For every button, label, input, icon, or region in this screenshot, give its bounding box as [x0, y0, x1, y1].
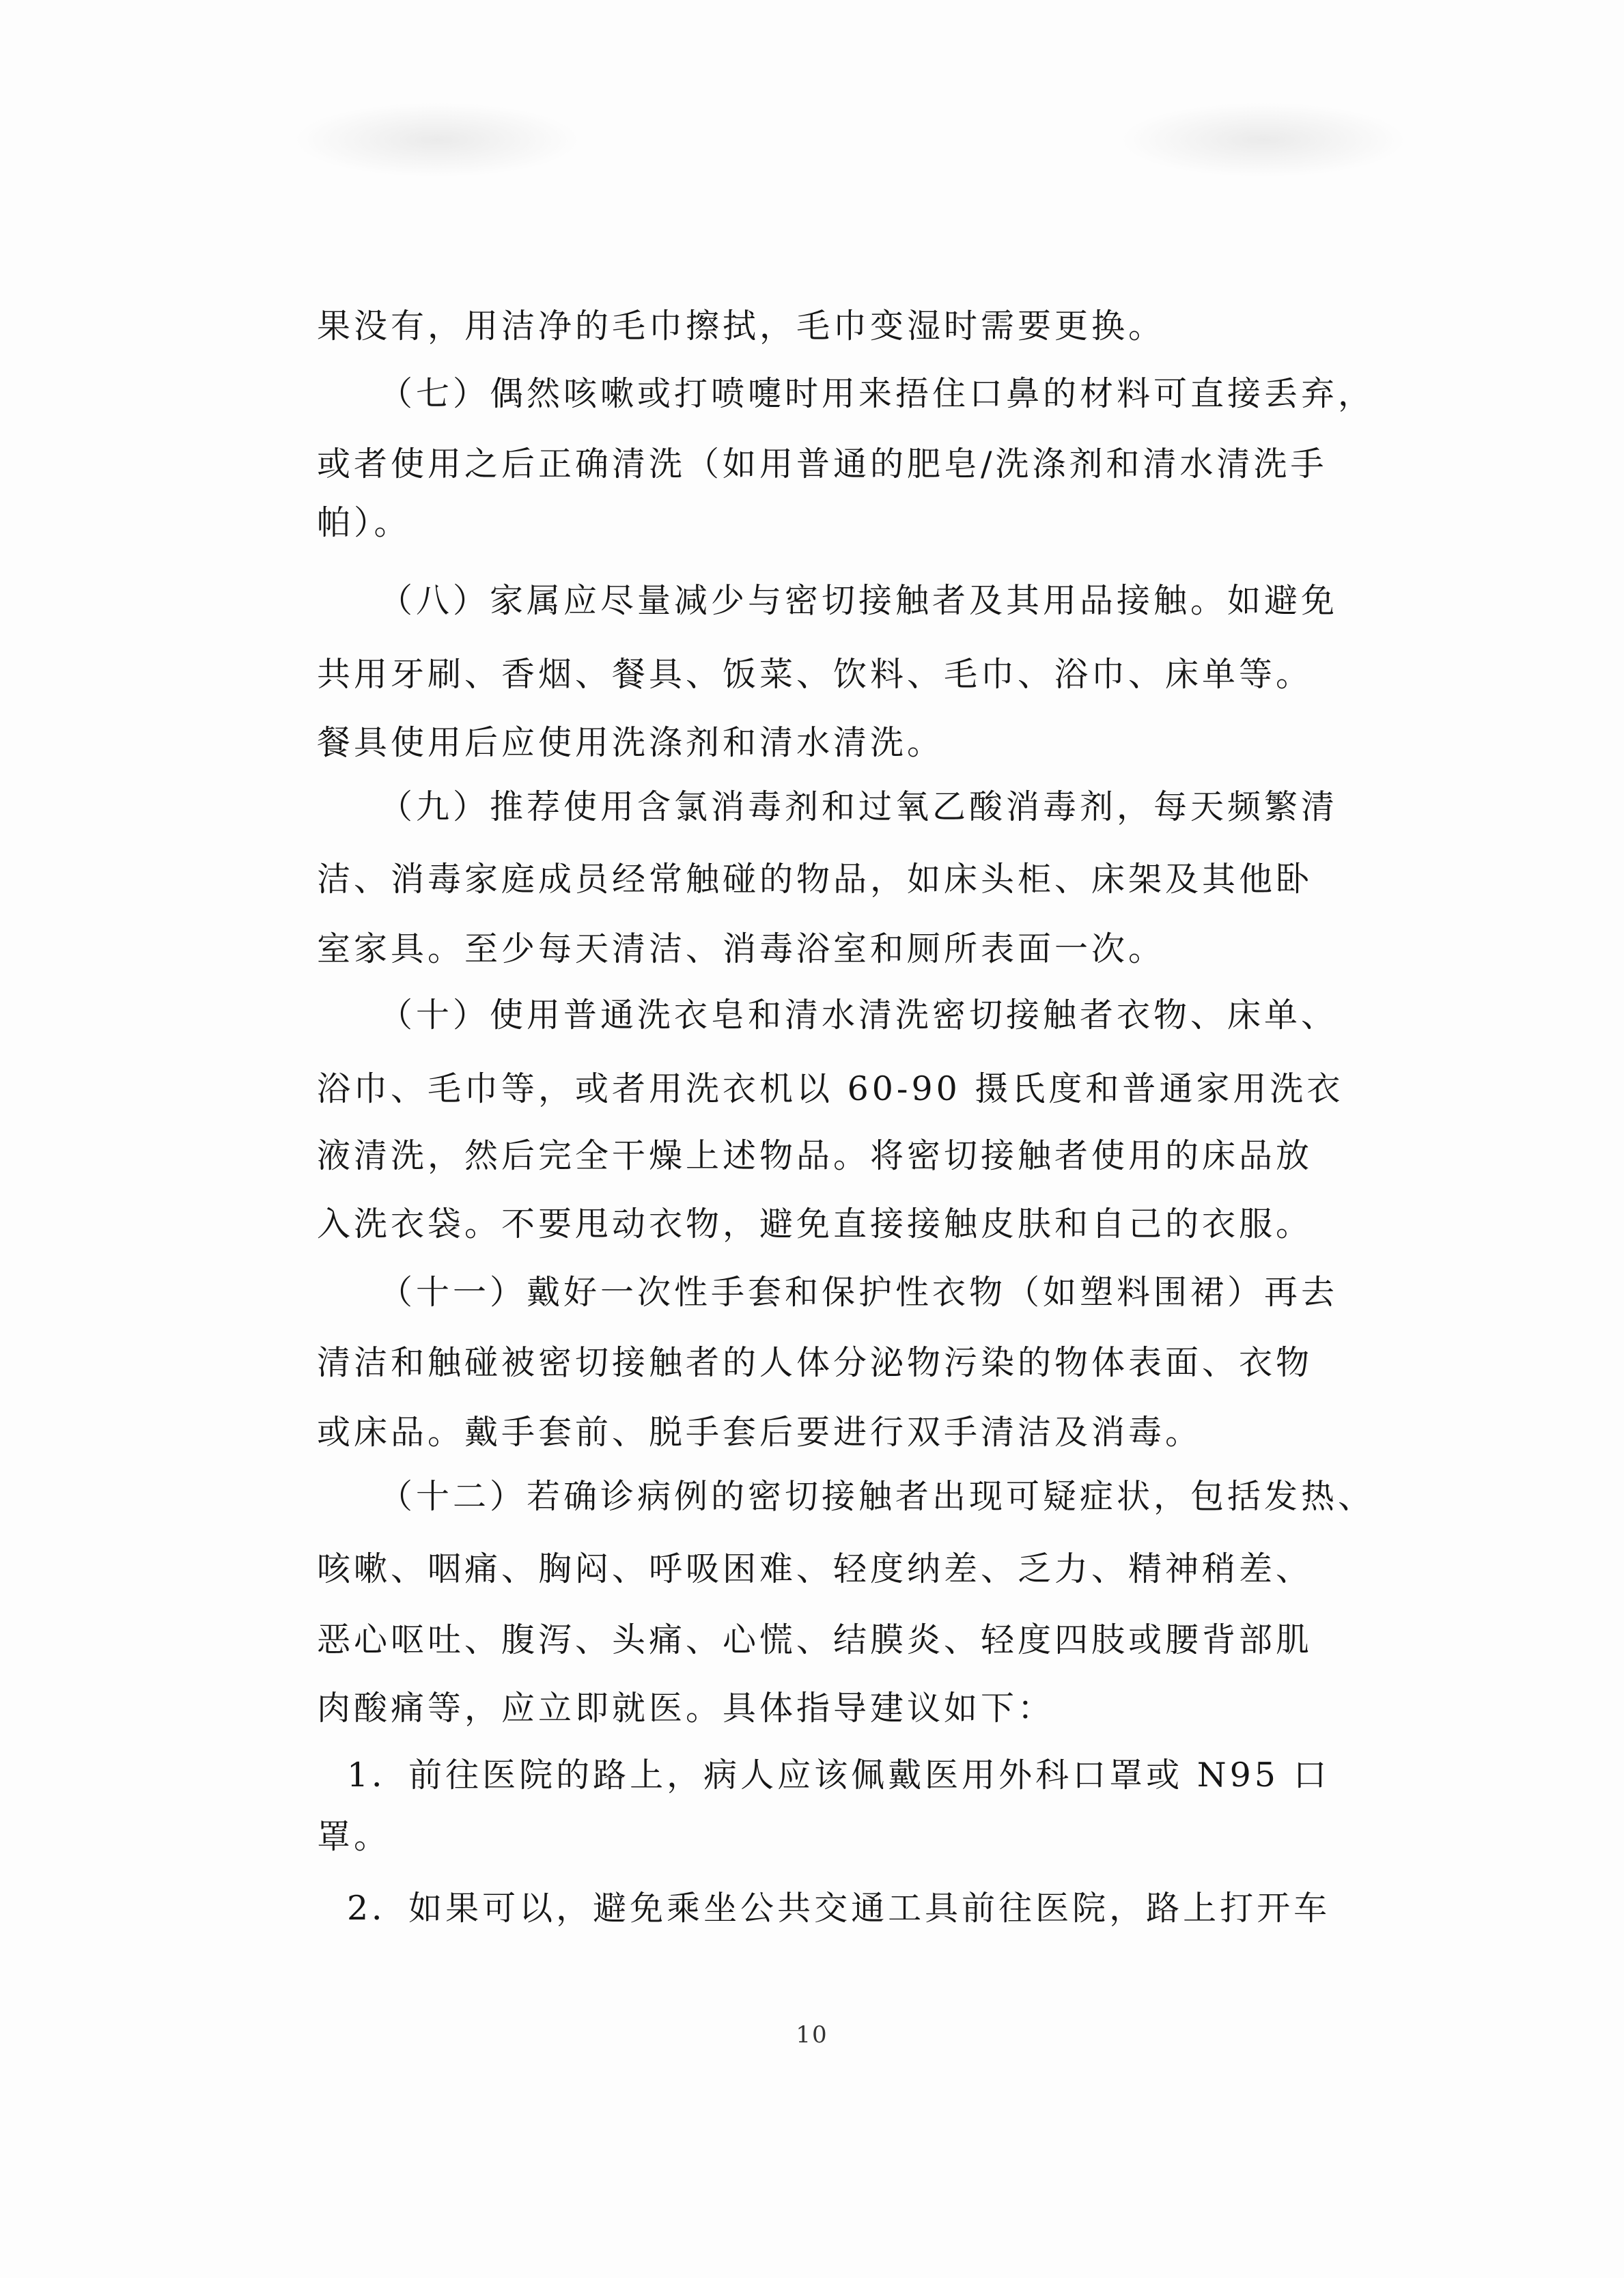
- paragraph-11-line-1: （十一）戴好一次性手套和保护性衣物（如塑料围裙）再去: [379, 1273, 1339, 1312]
- paragraph-12-line-3: 恶心呕吐、腹泻、头痛、心慌、结膜炎、轻度四肢或腰背部肌: [317, 1620, 1313, 1659]
- paragraph-12-line-2: 咳嗽、咽痛、胸闷、呼吸困难、轻度纳差、乏力、精神稍差、: [317, 1549, 1313, 1588]
- paragraph-10-line-3: 液清洗，然后完全干燥上述物品。将密切接触者使用的床品放: [317, 1136, 1313, 1175]
- paragraph-10-line-4: 入洗衣袋。不要甩动衣物，避免直接接触皮肤和自己的衣服。: [317, 1205, 1313, 1243]
- paragraph-9-line-2: 洁、消毒家庭成员经常触碰的物品，如床头柜、床架及其他卧: [317, 860, 1313, 899]
- paragraph-8-line-3: 餐具使用后应使用洗涤剂和清水清洗。: [317, 723, 944, 762]
- paragraph-11-line-3: 或床品。戴手套前、脱手套后要进行双手清洁及消毒。: [317, 1413, 1203, 1452]
- paragraph-7-line-3: 帕）。: [317, 503, 411, 542]
- paragraph-11-line-2: 清洁和触碰被密切接触者的人体分泌物污染的物体表面、衣物: [317, 1343, 1313, 1382]
- scan-artifact-right: [1120, 102, 1407, 178]
- paragraph-7-line-1: （七）偶然咳嗽或打喷嚏时用来捂住口鼻的材料可直接丢弃，: [379, 374, 1375, 413]
- paragraph-8-line-1: （八）家属应尽量减少与密切接触者及其用品接触。如避免: [379, 581, 1339, 620]
- paragraph-7-line-2: 或者使用之后正确清洗（如用普通的肥皂/洗涤剂和清水清洗手: [317, 445, 1328, 483]
- list-item-1-line-1: 1．前往医院的路上，病人应该佩戴医用外科口罩或 N95 口: [347, 1756, 1330, 1795]
- paragraph-8-line-2: 共用牙刷、香烟、餐具、饭菜、饮料、毛巾、浴巾、床单等。: [317, 655, 1313, 694]
- paragraph-10-line-1: （十）使用普通洗衣皂和清水清洗密切接触者衣物、床单、: [379, 996, 1339, 1035]
- scan-artifact-left: [294, 102, 580, 178]
- text-line-1: 果没有，用洁净的毛巾擦拭，毛巾变湿时需要更换。: [317, 307, 1166, 346]
- paragraph-9-line-3: 室家具。至少每天清洁、消毒浴室和厕所表面一次。: [317, 929, 1166, 968]
- paragraph-12-line-4: 肉酸痛等，应立即就医。具体指导建议如下：: [317, 1689, 1055, 1728]
- list-item-2-line-1: 2．如果可以，避免乘坐公共交通工具前往医院，路上打开车: [347, 1889, 1331, 1928]
- page-number: 10: [796, 2021, 828, 2049]
- list-item-1-line-2: 罩。: [317, 1817, 391, 1856]
- paragraph-12-line-1: （十二）若确诊病例的密切接触者出现可疑症状，包括发热、: [379, 1477, 1375, 1516]
- paragraph-9-line-1: （九）推荐使用含氯消毒剂和过氧乙酸消毒剂，每天频繁清: [379, 787, 1339, 826]
- paragraph-10-line-2: 浴巾、毛巾等，或者用洗衣机以 60-90 摄氏度和普通家用洗衣: [317, 1069, 1344, 1108]
